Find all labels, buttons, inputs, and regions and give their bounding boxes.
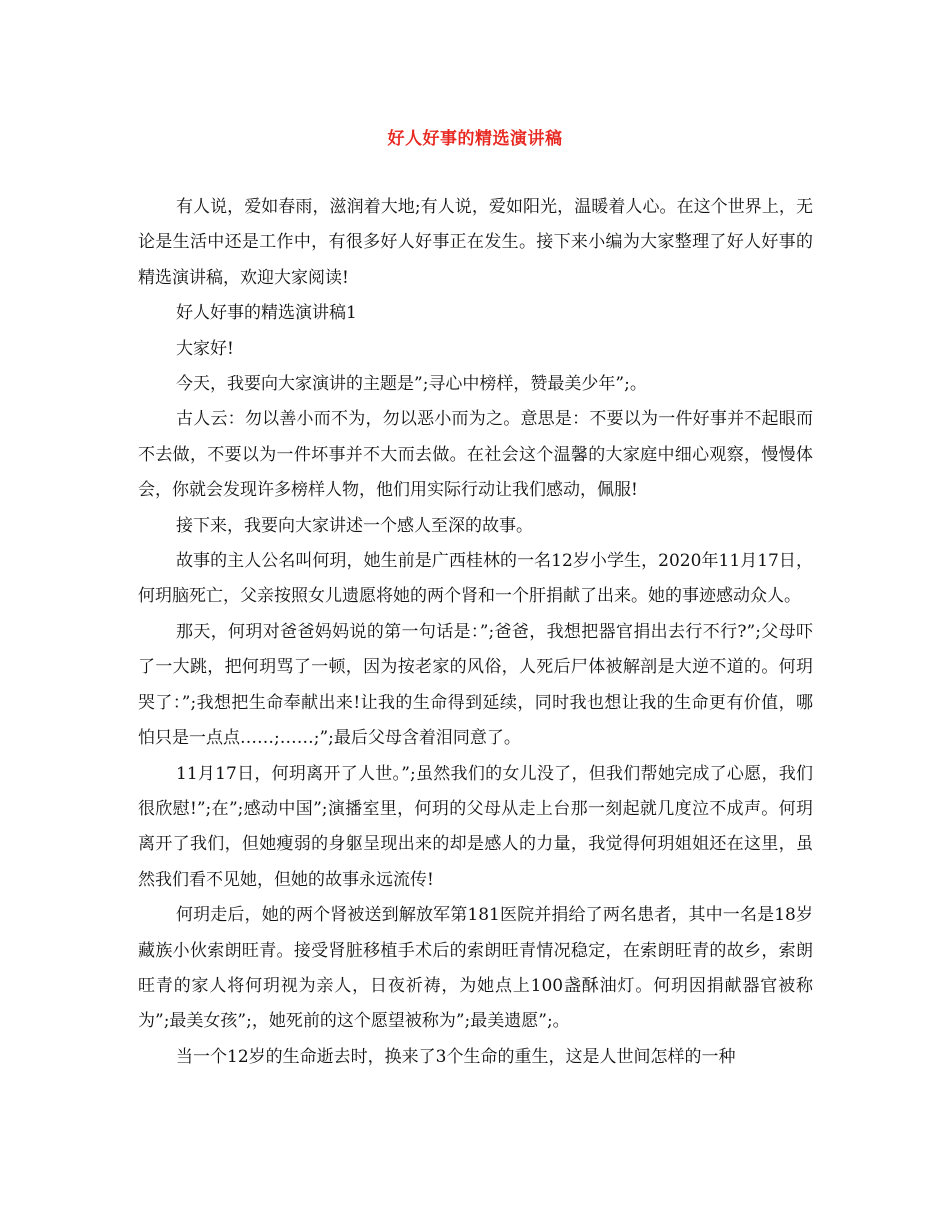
paragraph: 有人说，爱如春雨，滋润着大地;有人说，爱如阳光，温暖着人心。在这个世界上，无论是生活中还是工作中，有很多好人好事正在发生。接下来小编为大家整理了好人好事的精选演讲稿，欢迎大家阅读! xyxy=(138,197,813,288)
paragraph: 古人云：勿以善小而不为，勿以恶小而为之。意思是：不要以为一件好事并不起眼而不去做，不要以为一件坏事并不大而去做。在社会这个温馨的大家庭中细心观察，慢慢体会，你就会发现许多榜样人物，他们用实际行动让我们感动，佩服! xyxy=(138,409,813,501)
section-heading: 好人好事的精选演讲稿1 xyxy=(176,303,357,324)
paragraph: 那天，何玥对爸爸妈妈说的第一句话是：”;爸爸，我想把器官捐出去行不行?”;父母吓了一大跳，把何玥骂了一顿，因为按老家的风俗，人死后尸体被解剖是大逆不道的。何玥哭了：”;我想把生命奉献出来!让我的生命得到延续，同时我也想让我的生命更有价值，哪怕只是一点点……;……;”;最后父母含着泪同意了。 xyxy=(138,621,813,749)
paragraph: 何玥走后，她的两个肾被送到解放军第181医院并捐给了两名患者，其中一名是18岁藏族小伙索朗旺青。接受肾脏移植手术后的索朗旺青情况稳定，在索朗旺青的故乡，索朗旺青的家人将何玥视为亲人，日夜祈祷，为她点上100盏酥油灯。何玥因捐献器官被称为”;最美女孩”;，她死前的这个愿望被称为”;最美遗愿”;。 xyxy=(138,905,813,1032)
paragraph: 接下来，我要向大家讲述一个感人至深的故事。 xyxy=(176,515,533,536)
paragraph: 11月17日，何玥离开了人世。”;虽然我们的女儿没了，但我们帮她完成了心愿，我们很欣慰!”;在”;感动中国”;演播室里，何玥的父母从走上台那一刻起就几度泣不成声。何玥离开了我们，但她瘦弱的身躯呈现出来的却是感人的力量，我觉得何玥姐姐还在这里，虽然我们看不见她，但她的故事永远流传! xyxy=(138,763,813,890)
paragraph: 当一个12岁的生命逝去时，换来了3个生命的重生，这是人世间怎样的一种 xyxy=(176,1046,736,1067)
paragraph: 大家好! xyxy=(176,338,234,359)
document-title: 好人好事的精选演讲稿 xyxy=(387,129,563,149)
paragraph: 今天，我要向大家演讲的主题是”;寻心中榜样，赞最美少年”;。 xyxy=(176,374,647,395)
document-body xyxy=(138,190,813,1075)
paragraph: 故事的主人公名叫何玥，她生前是广西桂林的一名12岁小学生，2020年11月17日，何玥脑死亡，父亲按照女儿遗愿将她的两个肾和一个肝捐献了出来。她的事迹感动众人。 xyxy=(138,551,813,607)
